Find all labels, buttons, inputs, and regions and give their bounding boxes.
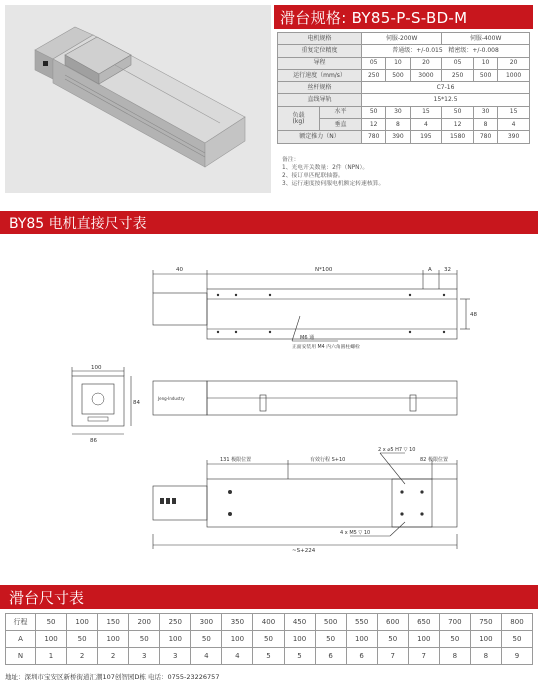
n-cell: 6 xyxy=(346,648,377,665)
a-cell: 50 xyxy=(439,631,470,648)
a-cell: 50 xyxy=(501,631,532,648)
thrust-cell: 195 xyxy=(410,131,442,143)
note-m4: 正面安装用 M4 内六角圆柱螺栓 xyxy=(292,345,360,350)
lead-cell: 05 xyxy=(442,57,474,69)
load-h-cell: 15 xyxy=(498,106,530,118)
note-m5: 4 x M5 ▽ 10 xyxy=(340,530,371,536)
a-cell: 50 xyxy=(67,631,98,648)
speed-cell: 1000 xyxy=(498,69,530,81)
thrust-cell: 1580 xyxy=(442,131,474,143)
notes-title: 备注： xyxy=(282,157,300,163)
stroke-cell: 800 xyxy=(501,614,532,631)
stroke-cell: 50 xyxy=(36,614,67,631)
row-label: 行程 xyxy=(6,614,36,631)
n-cell: 9 xyxy=(501,648,532,665)
stroke-cell: 150 xyxy=(98,614,129,631)
spec-table xyxy=(277,32,530,144)
n-cell: 4 xyxy=(222,648,253,665)
dim-82: 82 极限位置 xyxy=(420,457,448,463)
stroke-cell: 200 xyxy=(129,614,160,631)
load-unit: (kg) xyxy=(292,117,305,125)
product-photo xyxy=(5,5,271,193)
dim-48: 48 xyxy=(470,312,477,318)
load-v-cell: 4 xyxy=(498,119,530,131)
load-label-text: 负载 xyxy=(292,111,305,119)
spec-notes xyxy=(282,156,384,188)
body-top-view xyxy=(207,289,457,339)
lead-cell: 10 xyxy=(473,57,497,69)
load-v-label: 垂直 xyxy=(320,119,362,131)
n-cell: 5 xyxy=(284,648,315,665)
load-h-cell: 15 xyxy=(410,106,442,118)
load-label xyxy=(278,106,320,131)
a-cell: 100 xyxy=(160,631,191,648)
load-v-cell: 12 xyxy=(362,119,386,131)
n-cell: 3 xyxy=(160,648,191,665)
load-v-cell: 4 xyxy=(410,119,442,131)
spec-title: 滑台规格: BY85-P-S-BD-M xyxy=(274,5,533,29)
dim-86: 86 xyxy=(90,438,97,444)
stroke-cell: 550 xyxy=(346,614,377,631)
stroke-cell: 500 xyxy=(315,614,346,631)
note-pin: 2 x ⌀5 H7 ▽ 10 xyxy=(378,447,416,453)
lead-cell: 20 xyxy=(410,57,442,69)
a-cell: 50 xyxy=(253,631,284,648)
dim-40: 40 xyxy=(176,267,183,273)
stroke-cell: 650 xyxy=(408,614,439,631)
motor-top-view xyxy=(153,293,207,325)
thrust-cell: 390 xyxy=(386,131,410,143)
linear-stage-illustration xyxy=(5,5,271,193)
a-cell: 50 xyxy=(315,631,346,648)
screw-label: 丝杆规格 xyxy=(278,82,362,94)
stroke-cell: 450 xyxy=(284,614,315,631)
guide-label: 直线导轨 xyxy=(278,94,362,106)
dim-32: 32 xyxy=(444,267,451,273)
motor-200: 伺服-200W xyxy=(362,33,442,45)
load-v-cell: 8 xyxy=(473,119,497,131)
motor-label: 电机规格 xyxy=(278,33,362,45)
n-cell: 8 xyxy=(470,648,501,665)
n-cell: 7 xyxy=(408,648,439,665)
n-row xyxy=(6,648,533,665)
n-cell: 6 xyxy=(315,648,346,665)
accuracy-value xyxy=(362,45,530,57)
guide-value: 15*12.5 xyxy=(362,94,530,106)
load-h-cell: 30 xyxy=(386,106,410,118)
n-cell: 7 xyxy=(377,648,408,665)
n-cell: 4 xyxy=(191,648,222,665)
n-cell: 3 xyxy=(129,648,160,665)
a-cell: 100 xyxy=(98,631,129,648)
row-label: N xyxy=(6,648,36,665)
a-cell: 100 xyxy=(470,631,501,648)
body-bottom-view xyxy=(207,479,457,527)
note-m6: M6 通 xyxy=(300,335,315,341)
stroke-cell: 350 xyxy=(222,614,253,631)
motor-400: 伺服-400W xyxy=(442,33,530,45)
note-item: 1、光电开关数量：2件（NPN）。 xyxy=(282,165,369,171)
stroke-cell: 600 xyxy=(377,614,408,631)
a-cell: 100 xyxy=(284,631,315,648)
lead-cell: 05 xyxy=(362,57,386,69)
load-h-cell: 50 xyxy=(362,106,386,118)
n-cell: 2 xyxy=(67,648,98,665)
footer-address: 地址：深圳市宝安区新桥街道汇潮107创智园D栋 电话：0755-23226757 xyxy=(5,673,220,681)
load-h-label: 水平 xyxy=(320,106,362,118)
a-cell: 50 xyxy=(377,631,408,648)
a-cell: 50 xyxy=(191,631,222,648)
row-label: A xyxy=(6,631,36,648)
stroke-cell: 100 xyxy=(67,614,98,631)
thrust-cell: 390 xyxy=(498,131,530,143)
thrust-label: 额定推力（N） xyxy=(278,131,362,143)
lead-cell: 10 xyxy=(386,57,410,69)
dimension-section-title: BY85 电机直接尺寸表 xyxy=(0,211,538,234)
screw-value: C7-16 xyxy=(362,82,530,94)
a-cell: 100 xyxy=(346,631,377,648)
note-item: 3、运行速度按伺服电机额定转速核算。 xyxy=(282,181,385,187)
a-row xyxy=(6,631,533,648)
n-cell: 2 xyxy=(98,648,129,665)
dim-stroke: 有效行程 S+10 xyxy=(310,457,346,463)
n-cell: 8 xyxy=(439,648,470,665)
load-v-cell: 8 xyxy=(386,119,410,131)
thrust-cell: 780 xyxy=(362,131,386,143)
speed-cell: 250 xyxy=(362,69,386,81)
dim-131: 131 极限位置 xyxy=(220,457,252,463)
a-cell: 100 xyxy=(408,631,439,648)
speed-cell: 3000 xyxy=(410,69,442,81)
stroke-cell: 750 xyxy=(470,614,501,631)
dim-a: A xyxy=(428,267,432,273)
thrust-cell: 780 xyxy=(473,131,497,143)
stroke-cell: 300 xyxy=(191,614,222,631)
speed-cell: 500 xyxy=(386,69,410,81)
speed-cell: 500 xyxy=(473,69,497,81)
speed-label: 运行速度（mm/s） xyxy=(278,69,362,81)
dim-total: ~S+224 xyxy=(292,548,316,554)
load-h-cell: 30 xyxy=(473,106,497,118)
stroke-cell: 400 xyxy=(253,614,284,631)
stroke-row xyxy=(6,614,533,631)
size-section-title: 滑台尺寸表 xyxy=(0,585,538,609)
n-cell: 5 xyxy=(253,648,284,665)
brand-label: Jeng-Industry xyxy=(158,396,185,401)
lead-cell: 20 xyxy=(498,57,530,69)
end-view xyxy=(72,376,124,426)
dim-84: 84 xyxy=(133,400,140,406)
dimension-drawing xyxy=(0,234,538,582)
a-cell: 100 xyxy=(222,631,253,648)
a-cell: 100 xyxy=(36,631,67,648)
speed-cell: 250 xyxy=(442,69,474,81)
lead-label: 导程 xyxy=(278,57,362,69)
note-item: 2、接订单匹配联轴器。 xyxy=(282,173,344,179)
dim-n100: N*100 xyxy=(315,267,333,273)
accuracy-precise: 精密级：+/-0.008 xyxy=(448,46,499,54)
accuracy-normal: 普通级：+/-0.015 xyxy=(392,46,443,54)
stroke-cell: 250 xyxy=(160,614,191,631)
size-table xyxy=(5,613,533,665)
load-v-cell: 12 xyxy=(442,119,474,131)
dim-100: 100 xyxy=(91,365,102,371)
a-cell: 50 xyxy=(129,631,160,648)
load-h-cell: 50 xyxy=(442,106,474,118)
n-cell: 1 xyxy=(36,648,67,665)
stroke-cell: 700 xyxy=(439,614,470,631)
accuracy-label: 重复定位精度 xyxy=(278,45,362,57)
